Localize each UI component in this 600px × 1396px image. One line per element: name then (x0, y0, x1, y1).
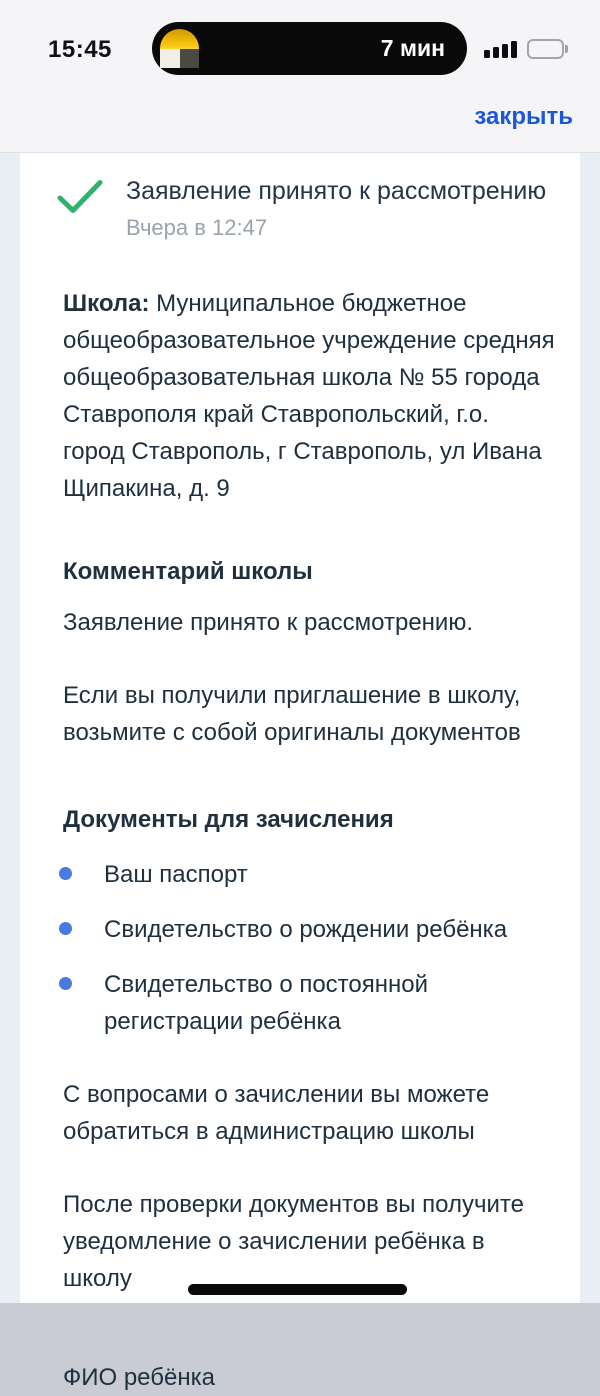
navigator-icon-light-quadrant (160, 49, 180, 69)
battery-body (527, 39, 564, 59)
page-background (0, 152, 600, 1391)
note-paragraph: После проверки документов вы получите уведомление о зачислении ребёнка в школу (63, 1191, 524, 1292)
status-icons (484, 39, 568, 59)
document-item-label: Ваш паспорт (104, 861, 248, 888)
status-texts (126, 175, 546, 241)
comment-paragraph: Если вы получили приглашение в школу, возьмите с собой оригиналы документов (63, 682, 521, 746)
application-status-card (20, 153, 580, 1391)
status-time: 15:45 (48, 36, 112, 63)
document-item-label: Свидетельство о рождении ребёнка (104, 916, 508, 943)
navigator-icon-dark-quadrant (180, 49, 200, 69)
comment-heading: Комментарий школы (63, 558, 313, 585)
cellular-signal-icon (484, 40, 517, 58)
battery-nub (565, 45, 568, 53)
list-item (63, 856, 556, 893)
school-label: Школа: (63, 290, 150, 317)
document-item-label: Свидетельство о постоянной регистрации ребёнка (104, 971, 428, 1035)
dynamic-island-live-activity[interactable] (152, 22, 467, 75)
eta-label: 7 мин (380, 35, 445, 61)
status-row (63, 175, 556, 241)
home-indicator[interactable] (188, 1284, 407, 1295)
child-name-label: ФИО ребёнка (63, 1364, 215, 1391)
list-item (63, 911, 556, 948)
bullet-dot-icon (59, 867, 72, 880)
comment-paragraph: Заявление принято к рассмотрению. (63, 609, 474, 636)
battery-icon (527, 39, 568, 59)
status-title: Заявление принято к рассмотрению (126, 177, 547, 205)
status-timestamp: Вчера в 12:47 (126, 215, 268, 240)
list-item (63, 966, 556, 1040)
checkmark-icon (57, 179, 103, 215)
documents-heading: Документы для зачисления (63, 806, 394, 833)
school-paragraph (63, 285, 556, 507)
documents-list (63, 856, 556, 1040)
close-button[interactable]: закрыть (474, 103, 573, 130)
bullet-dot-icon (59, 977, 72, 990)
bullet-dot-icon (59, 922, 72, 935)
navigator-app-icon (160, 29, 199, 68)
school-value: Муниципальное бюджетное общеобразовательное учреждение средняя общеобразовательная школа № 55 города Ставрополя край Ставропольский, г.о. город Ставрополь, г Ставрополь, ул Ивана Щипакина, д. 9 (63, 290, 555, 502)
note-paragraph: С вопросами о зачислении вы можете обратиться в администрацию школы (63, 1081, 490, 1145)
